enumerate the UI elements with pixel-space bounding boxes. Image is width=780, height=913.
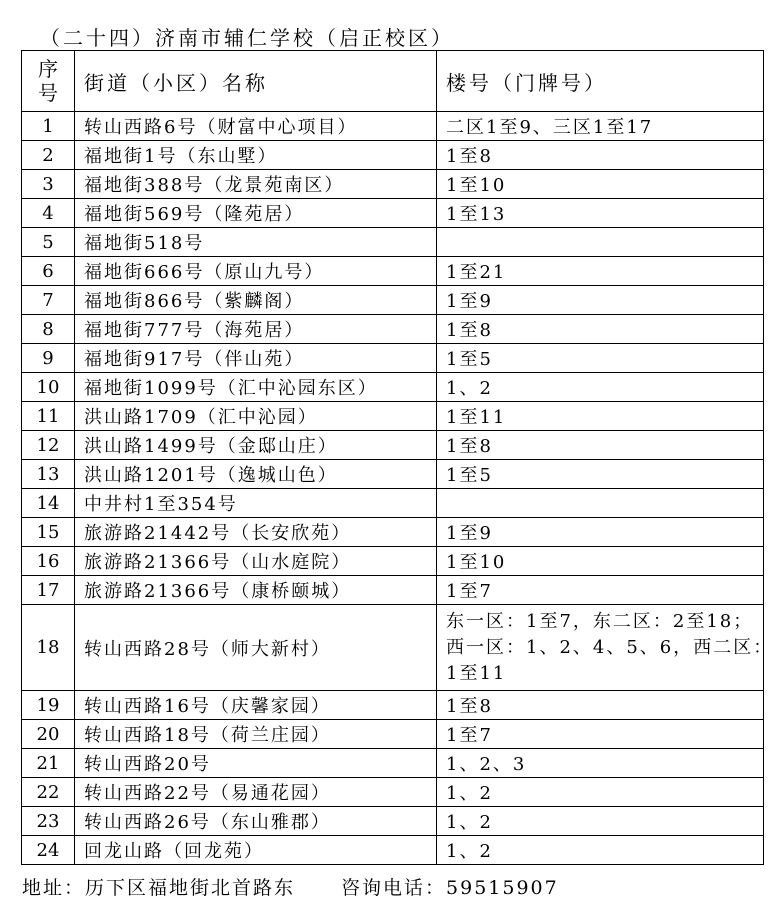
table-row bbox=[22, 257, 764, 286]
row-street-name: 福地街866号（紫麟阁） bbox=[75, 286, 437, 315]
table-row bbox=[22, 778, 764, 807]
row-building-numbers: 1至9 bbox=[437, 518, 764, 547]
row-building-numbers: 1至7 bbox=[437, 720, 764, 749]
row-building-numbers: 1至8 bbox=[437, 141, 764, 170]
table-row bbox=[22, 112, 764, 141]
row-street-name: 福地街569号（隆苑居） bbox=[75, 199, 437, 228]
row-building-numbers: 1、2 bbox=[437, 778, 764, 807]
row-number: 15 bbox=[22, 518, 75, 547]
table-row bbox=[22, 199, 764, 228]
row-building-numbers: 1、2 bbox=[437, 836, 764, 865]
row-number: 6 bbox=[22, 257, 75, 286]
table-row bbox=[22, 170, 764, 199]
row-number: 21 bbox=[22, 749, 75, 778]
row-building-numbers: 1至21 bbox=[437, 257, 764, 286]
table-row bbox=[22, 141, 764, 170]
header-building-number: 楼号（门牌号） bbox=[437, 51, 764, 112]
row-building-numbers bbox=[437, 228, 764, 257]
row-street-name: 旅游路21442号（长安欣苑） bbox=[75, 518, 437, 547]
row-number: 23 bbox=[22, 807, 75, 836]
table-row bbox=[22, 460, 764, 489]
row-street-name: 福地街777号（海苑居） bbox=[75, 315, 437, 344]
row-building-numbers: 1至11 bbox=[437, 402, 764, 431]
row-number: 1 bbox=[22, 112, 75, 141]
row-number: 19 bbox=[22, 691, 75, 720]
building-numbers-line: 西一区：1、2、4、5、6，西二区： bbox=[446, 636, 774, 658]
table-row bbox=[22, 807, 764, 836]
row-street-name: 转山西路18号（荷兰庄园） bbox=[75, 720, 437, 749]
row-number: 20 bbox=[22, 720, 75, 749]
table-row bbox=[22, 605, 764, 691]
row-building-numbers: 1至5 bbox=[437, 344, 764, 373]
row-number: 16 bbox=[22, 547, 75, 576]
header-number-line1: 序 bbox=[38, 57, 58, 81]
row-street-name: 转山西路16号（庆馨家园） bbox=[75, 691, 437, 720]
row-street-name: 福地街666号（原山九号） bbox=[75, 257, 437, 286]
header-street-name: 街道（小区）名称 bbox=[75, 51, 437, 112]
table-row bbox=[22, 489, 764, 518]
phone-text: 咨询电话：59515907 bbox=[341, 877, 559, 899]
row-number: 8 bbox=[22, 315, 75, 344]
table-row bbox=[22, 373, 764, 402]
row-street-name: 转山西路28号（师大新村） bbox=[75, 605, 437, 691]
row-building-numbers: 1至8 bbox=[437, 315, 764, 344]
row-building-numbers: 1、2、3 bbox=[437, 749, 764, 778]
row-number: 13 bbox=[22, 460, 75, 489]
building-numbers-line: 1至11 bbox=[446, 662, 507, 684]
row-street-name: 洪山路1709（汇中沁园） bbox=[75, 402, 437, 431]
school-district-table bbox=[21, 50, 774, 865]
row-number: 24 bbox=[22, 836, 75, 865]
row-number: 10 bbox=[22, 373, 75, 402]
table-row bbox=[22, 518, 764, 547]
row-building-numbers: 1至8 bbox=[437, 431, 764, 460]
row-building-numbers: 1至9 bbox=[437, 286, 764, 315]
table-row bbox=[22, 691, 764, 720]
row-street-name: 中井村1至354号 bbox=[75, 489, 437, 518]
row-street-name: 回龙山路（回龙苑） bbox=[75, 836, 437, 865]
row-number: 5 bbox=[22, 228, 75, 257]
table-row bbox=[22, 720, 764, 749]
header-number-line2: 号 bbox=[38, 81, 58, 105]
table-row bbox=[22, 315, 764, 344]
row-street-name: 旅游路21366号（山水庭院） bbox=[75, 547, 437, 576]
row-number: 9 bbox=[22, 344, 75, 373]
row-street-name: 洪山路1201号（逸城山色） bbox=[75, 460, 437, 489]
row-street-name: 转山西路20号 bbox=[75, 749, 437, 778]
row-number: 12 bbox=[22, 431, 75, 460]
row-building-numbers: 1至13 bbox=[437, 199, 764, 228]
page-title: （二十四）济南市辅仁学校（启正校区） bbox=[40, 26, 454, 50]
footer bbox=[22, 873, 559, 900]
address-text: 地址：历下区福地街北首路东 bbox=[22, 877, 296, 899]
row-number: 11 bbox=[22, 402, 75, 431]
table-row bbox=[22, 228, 764, 257]
row-number: 4 bbox=[22, 199, 75, 228]
row-number: 3 bbox=[22, 170, 75, 199]
row-building-numbers: 二区1至9、三区1至17 bbox=[437, 112, 764, 141]
row-street-name: 福地街518号 bbox=[75, 228, 437, 257]
row-number: 2 bbox=[22, 141, 75, 170]
row-street-name: 福地街917号（伴山苑） bbox=[75, 344, 437, 373]
row-building-numbers: 1至5 bbox=[437, 460, 764, 489]
row-street-name: 转山西路6号（财富中心项目） bbox=[75, 112, 437, 141]
row-street-name: 洪山路1499号（金邸山庄） bbox=[75, 431, 437, 460]
row-building-numbers bbox=[437, 489, 764, 518]
table-row bbox=[22, 344, 764, 373]
table-row bbox=[22, 547, 764, 576]
table-row bbox=[22, 431, 764, 460]
row-number: 18 bbox=[22, 605, 75, 691]
row-number: 17 bbox=[22, 576, 75, 605]
table-row bbox=[22, 576, 764, 605]
row-building-numbers: 1、2 bbox=[437, 373, 764, 402]
row-number: 14 bbox=[22, 489, 75, 518]
row-building-numbers: 1、2 bbox=[437, 807, 764, 836]
table-row bbox=[22, 749, 764, 778]
row-building-numbers bbox=[437, 605, 774, 691]
table-row bbox=[22, 836, 764, 865]
row-building-numbers: 1至10 bbox=[437, 547, 764, 576]
table-header-row bbox=[22, 51, 764, 112]
row-street-name: 福地街1号（东山墅） bbox=[75, 141, 437, 170]
row-number: 7 bbox=[22, 286, 75, 315]
row-street-name: 福地街388号（龙景苑南区） bbox=[75, 170, 437, 199]
table-row bbox=[22, 286, 764, 315]
row-number: 22 bbox=[22, 778, 75, 807]
building-numbers-line: 东一区：1至7，东二区：2至18； bbox=[446, 610, 754, 632]
row-street-name: 福地街1099号（汇中沁园东区） bbox=[75, 373, 437, 402]
row-street-name: 转山西路22号（易通花园） bbox=[75, 778, 437, 807]
row-building-numbers: 1至10 bbox=[437, 170, 764, 199]
header-number bbox=[22, 51, 75, 112]
table-row bbox=[22, 402, 764, 431]
row-street-name: 旅游路21366号（康桥颐城） bbox=[75, 576, 437, 605]
row-street-name: 转山西路26号（东山雅郡） bbox=[75, 807, 437, 836]
row-building-numbers: 1至8 bbox=[437, 691, 764, 720]
row-building-numbers: 1至7 bbox=[437, 576, 764, 605]
